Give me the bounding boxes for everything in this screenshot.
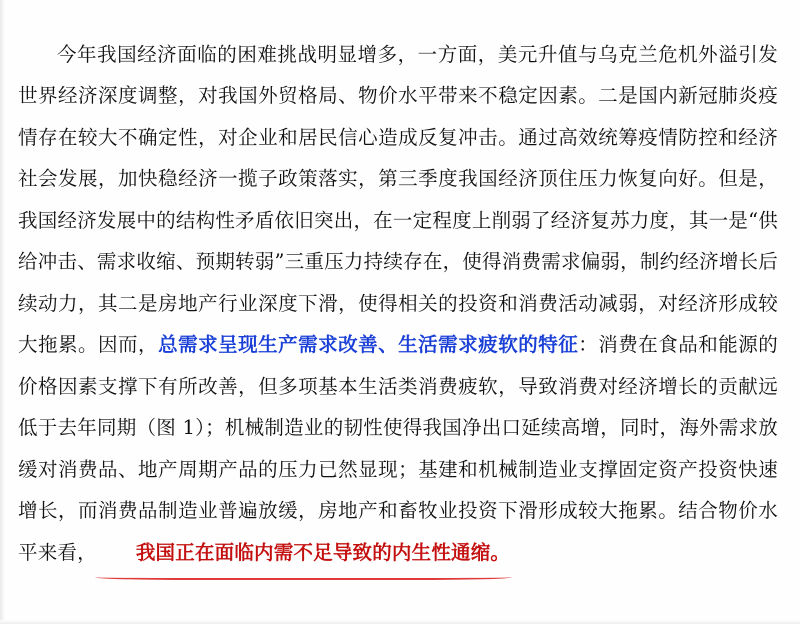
page-left-edge-shadow [0,0,5,624]
paragraph-segment-intro: 今年我国经济面临的困难挑战明显增多，一方面，美元升值与乌克兰危机外溢引发世界经济深度调整，对我国外贸格局、物价水平带来不稳定因素。二是国内新冠肺炎疫情存在较大不确定性，对企业和居民信心造成反复冲击。通过高效统筹疫情防控和经济社会发展，加快稳经济一揽子政策落实，第三季度我国经济顶住压力恢复向好。但是，我国经济发展中的结构性矛盾依旧突出，在一定程度上削弱了经济复苏力度，其一是“供给冲击、需求收缩、预期转弱”三重压力持续存在，使得消费需求偏弱，制约经济增长后续动力，其二是房地产行业深度下滑，使得相关的投资和消费活动减弱，对经济形成较大拖累。因而， [18,42,778,356]
paragraph-segment-highlight-blue: 总需求呈现生产需求改善、生活需求疲软的特征 [158,333,579,356]
red-underline-annotation [97,532,510,574]
paragraph-segment-body: ：消费在食品和能源的价格因素支撑下有所改善，但多项基本生活类消费疲软，导致消费对经济增长的贡献远低于去年同期（图 1）；机械制造业的韧性使得我国净出口延续高增，同时，海外需求放缓对消费品、地产周期产品的压力已然显现；基建和机械制造业支撑固定资产投资快速增长，而消费品制造业普遍放缓，房地产和畜牧业投资下滑形成较大拖累。结合物价水平来看， [18,333,778,564]
page-bottom-edge-shadow [0,620,800,624]
paragraph-segment-highlight-red: 我国正在面临内需不足导致的内生性通缩。 [135,540,511,564]
document-paragraph [18,34,778,574]
